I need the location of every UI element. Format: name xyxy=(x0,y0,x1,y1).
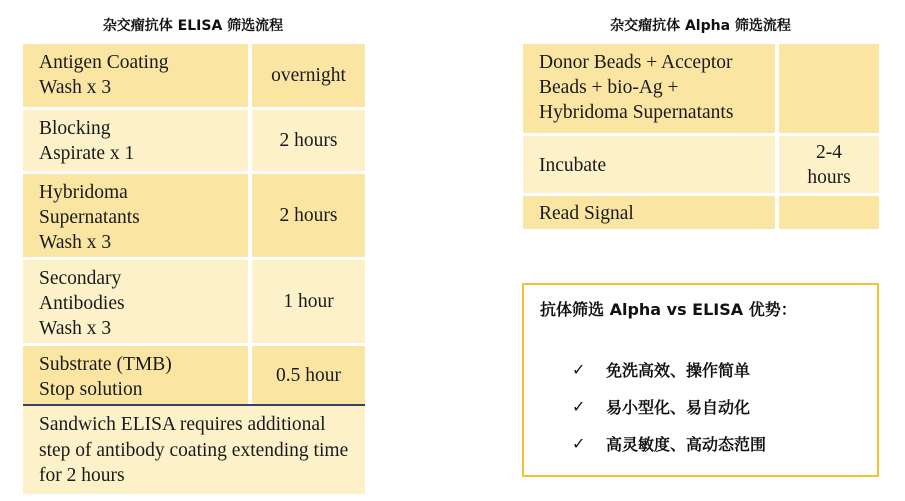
advantage-text: 高灵敏度、高动态范围 xyxy=(606,435,767,454)
advantage-text: 易小型化、易自动化 xyxy=(606,398,751,417)
duration-cell: overnight xyxy=(248,44,365,107)
table-row xyxy=(523,44,879,133)
step-cell: Blocking Aspirate x 1 xyxy=(39,118,135,164)
check-icon: ✓ xyxy=(572,434,586,453)
table-row xyxy=(23,44,365,107)
step-cell: Read Signal xyxy=(539,203,634,224)
table-row xyxy=(23,171,365,257)
alpha-workflow-table xyxy=(523,44,879,229)
step-cell: Incubate xyxy=(539,155,607,176)
advantages-heading: 抗体筛选 Alpha vs ELISA 优势： xyxy=(540,300,797,319)
duration-cell xyxy=(775,44,879,133)
advantage-text: 免洗高效、操作简单 xyxy=(606,361,751,380)
step-cell: Substrate (TMB) Stop solution xyxy=(39,354,172,400)
alpha-workflow-title: 杂交瘤抗体 Alpha 筛选流程 xyxy=(610,18,791,34)
table-row xyxy=(23,107,365,171)
duration-cell: 2-4 hours xyxy=(775,136,879,193)
duration-cell: 2 hours xyxy=(248,110,365,171)
table-row xyxy=(23,257,365,343)
duration-cell: 1 hour xyxy=(248,260,365,343)
table-row xyxy=(523,133,879,193)
step-cell: Donor Beads + Acceptor Beads + bio-Ag + Hybridoma Supernatants xyxy=(539,52,734,123)
table-row xyxy=(23,343,365,404)
step-cell: Antigen Coating Wash x 3 xyxy=(39,52,169,98)
check-icon: ✓ xyxy=(572,397,586,416)
list-item xyxy=(572,351,766,388)
sandwich-elisa-note: Sandwich ELISA requires additional step of antibody coating extending time for 2 hours xyxy=(23,404,365,494)
check-icon: ✓ xyxy=(572,360,586,379)
step-cell: Secondary Antibodies Wash x 3 xyxy=(39,268,125,339)
elisa-workflow-table xyxy=(23,44,365,494)
list-item xyxy=(572,425,766,462)
advantages-box xyxy=(522,283,879,477)
advantages-list xyxy=(572,351,766,462)
list-item xyxy=(572,388,766,425)
duration-cell: 0.5 hour xyxy=(248,346,365,404)
duration-cell xyxy=(775,196,879,229)
elisa-workflow-title: 杂交瘤抗体 ELISA 筛选流程 xyxy=(102,18,284,34)
duration-cell: 2 hours xyxy=(248,174,365,257)
table-row xyxy=(523,193,879,229)
step-cell: Hybridoma Supernatants Wash x 3 xyxy=(39,182,140,253)
